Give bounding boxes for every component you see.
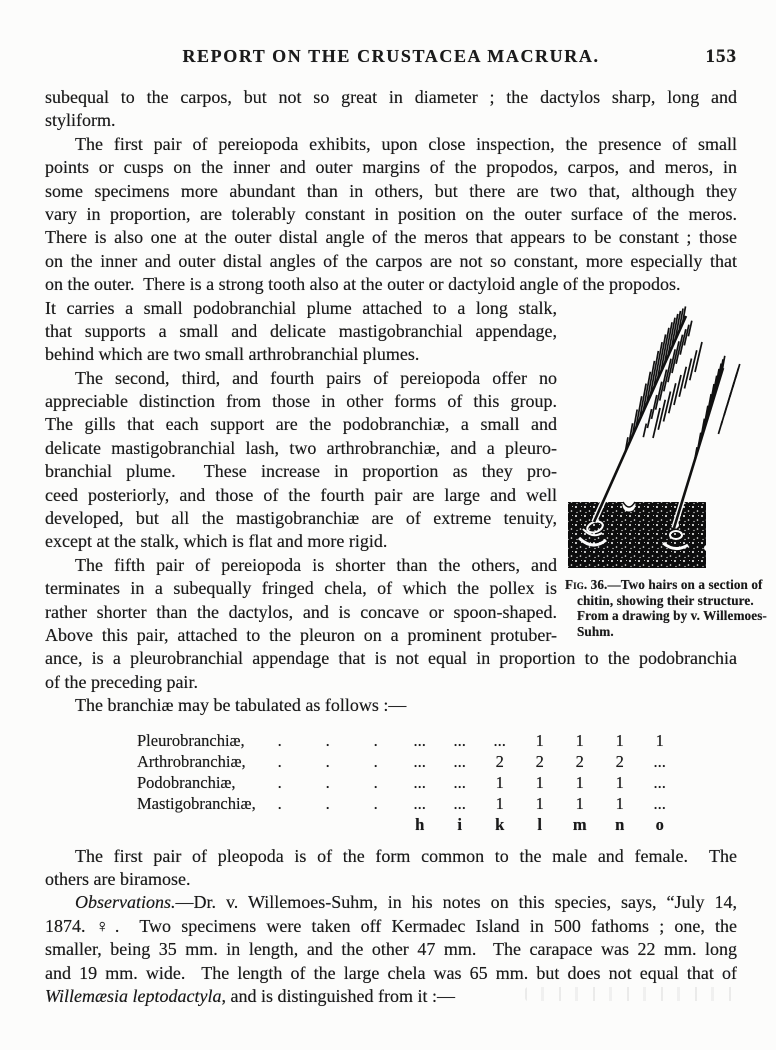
table-cell: ...: [453, 793, 466, 813]
table-cell: .: [277, 793, 282, 813]
running-title: REPORT ON THE CRUSTACEA MACRURA.: [182, 46, 600, 66]
text-line: The second, third, and fourth pairs of pereiopoda offer no: [75, 367, 557, 388]
text-line: subequal to the carpos, but not so great in diameter ; the dactylos sharp, long and: [45, 87, 737, 107]
text-line: branchial plume. These increase in proportion as they pro-: [45, 461, 557, 482]
table-cell: .: [325, 751, 330, 771]
text-line: on the outer. There is a strong tooth also at the outer or dactyloid angle of the propodos.: [45, 274, 681, 295]
text-line: points or cusps on the inner and outer margins of the propodos, carpos, and meros, in: [45, 157, 737, 178]
table-cell: ...: [413, 730, 426, 750]
table-cell: 1: [575, 730, 584, 750]
figure-illustration: [565, 298, 762, 570]
table-cell: .: [277, 772, 282, 792]
table-cell: ...: [453, 772, 466, 792]
table-cell: 2: [615, 751, 624, 771]
text-line: There is also one at the outer distal angle of the meros that appears to be constant ; those: [45, 227, 737, 248]
text-line: [45, 891, 737, 914]
table-footer-row: [137, 814, 680, 835]
text-line: The first pair of pereiopoda exhibits, upon close inspection, the presence of small: [75, 133, 737, 154]
table-cell: .: [373, 730, 378, 750]
text-line: The first pair of pleopoda is of the form common to the male and female. The: [75, 845, 737, 866]
table-cell: .: [373, 751, 378, 771]
table-cell: ...: [453, 730, 466, 750]
plain-text: —Dr. v. Willemoes-Suhm, in his notes on this species, says, “July 14,: [175, 892, 737, 913]
table-cell: ...: [653, 772, 666, 792]
figure-caption-text: —Two hairs on a section of chitin, showing their structure. From a drawing by v. Willemoes-Suhm.: [577, 577, 767, 639]
table-cell: 1: [575, 793, 584, 813]
table-cell: ...: [653, 751, 666, 771]
table-cell: o: [655, 814, 664, 834]
text-line: The branchiæ may be tabulated as follows :—: [75, 695, 407, 716]
table-cell: ...: [413, 772, 426, 792]
paragraph-table-intro: [45, 694, 737, 717]
text-line: that supports a small and delicate mastigobranchial appendage,: [45, 320, 557, 341]
table-cell: ...: [413, 751, 426, 771]
table-cell: i: [457, 814, 462, 834]
text-line: The fifth pair of pereiopoda is shorter than the others, and: [75, 554, 557, 575]
italic-text: Willemæsia leptodactyla: [45, 985, 222, 1006]
paragraph-pleopoda: [45, 845, 737, 892]
chitin-section-band: [568, 502, 706, 568]
table-cell: 2: [495, 751, 504, 771]
row-label: Podobranchiæ,: [137, 772, 236, 792]
table-cell: 2: [535, 751, 544, 771]
feathered-hairs: [594, 306, 740, 528]
table-cell: ...: [653, 793, 666, 813]
table-cell: .: [373, 793, 378, 813]
table-cell: [304, 814, 352, 835]
paragraph-first-pereiopoda: [45, 133, 737, 297]
text-line: smaller, being 35 mm. in length, and the other 47 mm. The carapace was 22 mm. long: [45, 939, 737, 960]
table-cell: .: [325, 730, 330, 750]
page-number: 153: [705, 46, 737, 67]
text-line: Above this pair, attached to the pleuron on a prominent protuber-: [45, 624, 557, 645]
table-row: [137, 730, 680, 751]
text-line: developed, but all the mastigobranchiæ are of extreme tenuity,: [45, 508, 557, 529]
table-cell: [352, 814, 400, 835]
table-cell: l: [537, 814, 542, 834]
table-cell: 1: [535, 730, 544, 750]
text-line: delicate mastigobranchial lash, two arthrobranchiæ, and a pleuro-: [45, 437, 557, 458]
branchiae-table-body: [137, 730, 680, 835]
table-cell: .: [373, 772, 378, 792]
text-line: It carries a small podobranchial plume attached to a long stalk,: [45, 297, 557, 318]
text-line: behind which are two small arthrobranchial plumes.: [45, 344, 420, 365]
paragraph-fifth-pair-continued: [45, 647, 737, 694]
table-cell: n: [615, 814, 625, 834]
table-cell: [256, 814, 304, 835]
text-line: some specimens more abundant than in others, but there are two that, although they: [45, 180, 737, 201]
text-line: 1874. ♀. Two specimens were taken off Kermadec Island in 500 fathoms ; one, the: [45, 915, 737, 936]
table-cell: 1: [495, 772, 504, 792]
table-cell: 1: [575, 772, 584, 792]
text-line: rather shorter than the dactylos, and is concave or spoon-shaped.: [45, 601, 557, 622]
table-cell: 1: [535, 772, 544, 792]
scan-smudge: [525, 987, 740, 1001]
running-header: [45, 46, 737, 68]
text-line: appreciable distinction from those in other forms of this group.: [45, 391, 557, 412]
text-line: The gills that each support are the podobranchiæ, a small and: [45, 414, 557, 435]
text-line: ance, is a pleurobranchial appendage that is not equal in proportion to the podobranchia: [45, 648, 737, 669]
text-line: of the preceding pair.: [45, 671, 198, 692]
row-label: Pleurobranchiæ,: [137, 730, 245, 750]
table-cell: 1: [615, 793, 624, 813]
table-cell: m: [572, 814, 587, 834]
paragraph-continuation: [45, 86, 737, 133]
text-line: terminates in a subequally fringed chela, of which the pollex is: [45, 578, 557, 599]
table-row: [137, 751, 680, 772]
table-cell: ...: [493, 730, 506, 750]
table-cell: 2: [575, 751, 584, 771]
table-cell: 1: [535, 793, 544, 813]
band-edge-notch: [704, 545, 710, 551]
table-cell: .: [325, 772, 330, 792]
table-row: [137, 793, 680, 814]
branchiae-table: [137, 730, 680, 835]
text-line: others are biramose.: [45, 868, 191, 889]
figure-caption: [565, 577, 774, 639]
plain-text: , and is distinguished from it :—: [221, 985, 455, 1006]
table-cell: ...: [453, 751, 466, 771]
table-cell: .: [325, 793, 330, 813]
figure-36: [565, 298, 767, 639]
table-cell: .: [277, 751, 282, 771]
text-line: ceed posteriorly, and those of the fourth pair are large and well: [45, 484, 557, 505]
table-cell: 1: [655, 730, 664, 750]
table-cell: h: [415, 814, 425, 834]
text-line: vary in proportion, are tolerably constant in position on the outer surface of the meros.: [45, 203, 737, 224]
text-line: and 19 mm. wide. The length of the large chela was 65 mm. but does not equal that of: [45, 962, 737, 983]
row-label: Mastigobranchiæ,: [137, 793, 256, 813]
table-cell: k: [495, 814, 505, 834]
row-label: [137, 814, 256, 835]
table-cell: 1: [615, 730, 624, 750]
table-row: [137, 772, 680, 793]
table-cell: 1: [615, 772, 624, 792]
table-cell: .: [277, 730, 282, 750]
table-cell: ...: [413, 793, 426, 813]
text-line: on the inner and outer distal angles of the carpos are not so constant, more especially that: [45, 250, 737, 271]
text-line: except at the stalk, which is flat and more rigid.: [45, 531, 388, 552]
row-label: Arthrobranchiæ,: [137, 751, 246, 771]
text-line: styliform.: [45, 110, 116, 131]
italic-text: Observations.: [75, 892, 176, 913]
table-cell: 1: [495, 793, 504, 813]
figure-number: Fig. 36.: [565, 577, 608, 592]
